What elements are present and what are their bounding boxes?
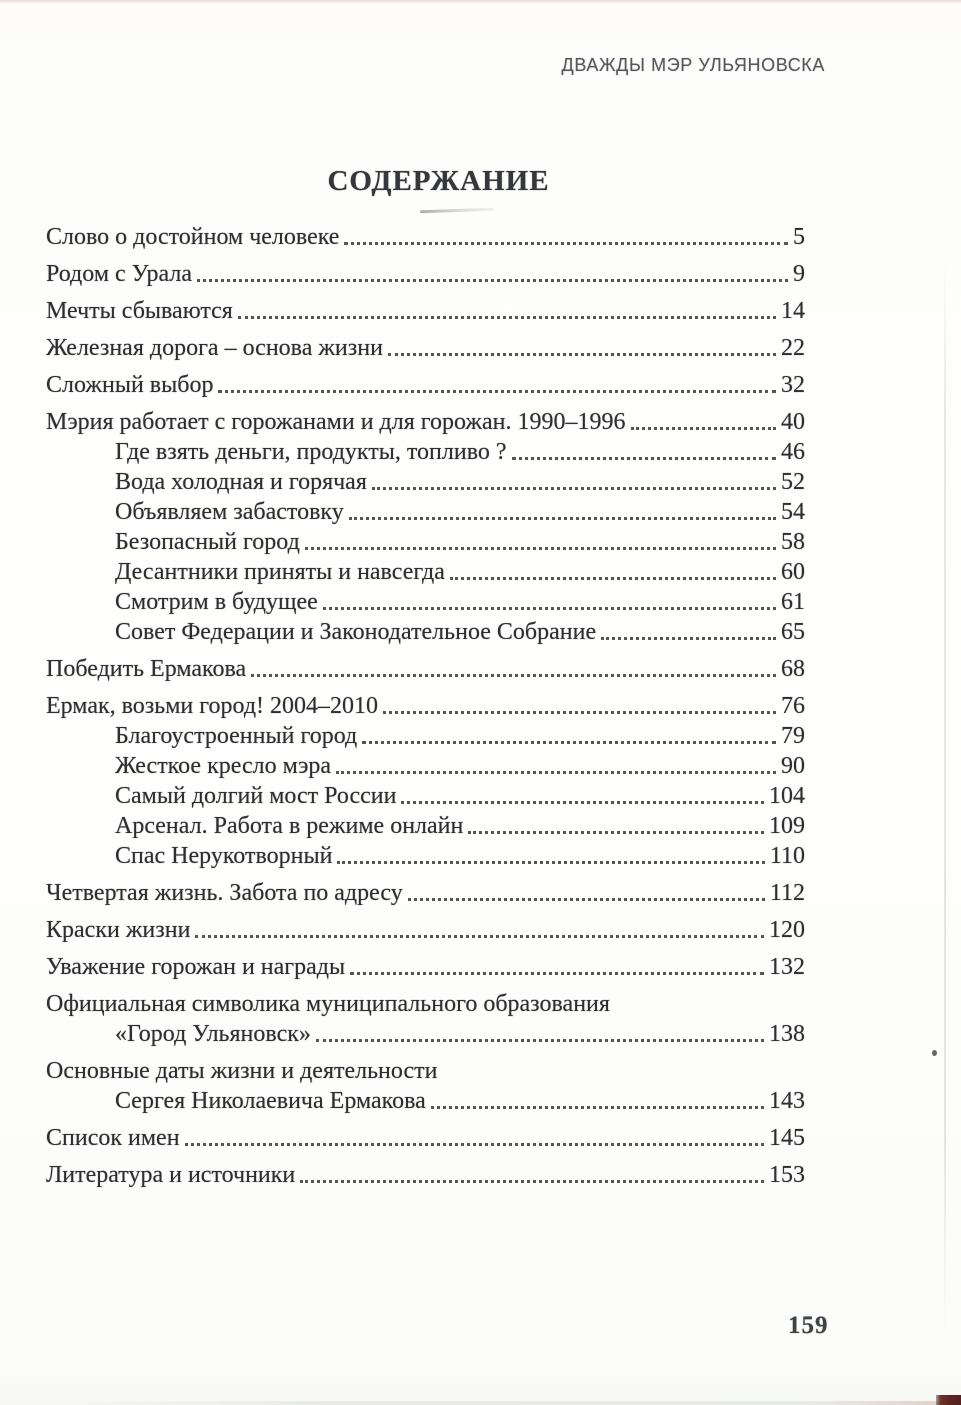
- toc-entry: [46, 335, 805, 361]
- toc-entry-label: Победить Ермакова: [46, 656, 247, 682]
- toc-list: [46, 224, 805, 1188]
- toc-entry-page: 54: [781, 499, 805, 525]
- toc-dot-leader: [362, 741, 776, 744]
- toc-entry-label: Литература и источники: [46, 1162, 296, 1188]
- toc-entry: [46, 261, 805, 287]
- toc-entry: [46, 954, 805, 980]
- toc-entry: [46, 917, 805, 943]
- toc-entry-page: 22: [781, 335, 805, 361]
- toc-entry: [46, 1125, 805, 1151]
- toc-entry: [46, 409, 805, 435]
- toc-entry-label: Слово о достойном человеке: [46, 224, 340, 250]
- toc-entry-page: 109: [769, 813, 805, 839]
- toc-entry-page: 143: [769, 1088, 805, 1114]
- running-header: ДВАЖДЫ МЭР УЛЬЯНОВСКА: [561, 55, 825, 75]
- toc-entry-label: Мэрия работает с горожанами и для горожан. 1990–1996: [46, 409, 626, 435]
- toc-entry: [46, 589, 805, 615]
- toc-entry: [46, 1058, 805, 1084]
- page-title: СОДЕРЖАНИЕ: [327, 165, 550, 198]
- toc-dot-leader: [238, 316, 776, 319]
- toc-entry-page: 9: [793, 261, 805, 287]
- toc-entry-label: Где взять деньги, продукты, топливо ?: [115, 439, 507, 465]
- toc-entry-label: Вода холодная и горячая: [115, 469, 367, 495]
- toc-entry-label: «Город Ульяновск»: [115, 1021, 311, 1047]
- toc-entry-page: 90: [781, 753, 805, 779]
- toc-entry-page: 76: [781, 693, 805, 719]
- toc-entry-label: Самый долгий мост России: [115, 783, 397, 809]
- toc-entry-label: Мечты сбываются: [46, 298, 233, 324]
- toc-entry-page: 104: [769, 783, 805, 809]
- toc-dot-leader: [344, 242, 788, 245]
- scan-artifact-smudge: [420, 208, 494, 214]
- scan-artifact-speck: [932, 1050, 937, 1056]
- toc-entry-page: 145: [769, 1125, 805, 1151]
- toc-entry-label: Список имен: [46, 1125, 180, 1151]
- toc-entry: [46, 1162, 805, 1188]
- toc-entry-label: Объявляем забастовку: [115, 499, 344, 525]
- toc-entry: [46, 469, 805, 495]
- scan-artifact-top-edge: [0, 0, 961, 4]
- toc-dot-leader: [431, 1106, 764, 1109]
- toc-dot-leader: [383, 711, 776, 714]
- toc-entry-page: 120: [769, 917, 805, 943]
- toc-entry-label: Ермак, возьми город! 2004–2010: [46, 693, 379, 719]
- toc-entry-label: Официальная символика муниципального образования: [46, 991, 610, 1017]
- toc-dot-leader: [631, 427, 776, 430]
- scan-artifact-bottom-edge: [60, 1401, 940, 1405]
- toc-entry-label: Краски жизни: [46, 917, 191, 943]
- toc-dot-leader: [197, 279, 788, 282]
- toc-entry-label: Сложный выбор: [46, 372, 214, 398]
- scan-artifact-corner-mark: [936, 1395, 961, 1405]
- folio-page-number: 159: [788, 1312, 829, 1339]
- toc-dot-leader: [349, 517, 776, 520]
- toc-entry: [46, 499, 805, 525]
- toc-entry: [46, 439, 805, 465]
- toc-entry-page: 112: [769, 880, 805, 906]
- toc-dot-leader: [350, 972, 764, 975]
- toc-dot-leader: [195, 935, 764, 938]
- toc-dot-leader: [336, 771, 776, 774]
- toc-entry-label: Родом с Урала: [46, 261, 193, 287]
- toc-entry-page: 138: [769, 1021, 805, 1047]
- toc-entry-page: 58: [781, 529, 805, 555]
- toc-dot-leader: [372, 487, 776, 490]
- toc-entry: [46, 813, 805, 839]
- toc-entry-page: 153: [769, 1162, 805, 1188]
- toc-entry: [46, 693, 805, 719]
- toc-entry-label: Арсенал. Работа в режиме онлайн: [115, 813, 464, 839]
- toc-entry: [46, 1088, 805, 1114]
- toc-entry-label: Четвертая жизнь. Забота по адресу: [46, 880, 403, 906]
- toc-dot-leader: [305, 547, 776, 550]
- toc-dot-leader: [408, 898, 765, 901]
- toc-entry: [46, 372, 805, 398]
- toc-entry-label: Сергея Николаевича Ермакова: [115, 1088, 426, 1114]
- toc-dot-leader: [251, 674, 776, 677]
- toc-dot-leader: [323, 607, 776, 610]
- toc-entry-page: 110: [769, 843, 805, 869]
- toc-entry: [46, 723, 805, 749]
- toc-dot-leader: [512, 457, 776, 460]
- toc-entry-page: 61: [781, 589, 805, 615]
- toc-dot-leader: [450, 577, 776, 580]
- toc-entry: [46, 224, 805, 250]
- toc-dot-leader: [401, 801, 764, 804]
- toc-entry-page: 32: [781, 372, 805, 398]
- toc-dot-leader: [300, 1180, 764, 1183]
- toc-dot-leader: [468, 831, 764, 834]
- toc-entry: [46, 1021, 805, 1047]
- toc-entry: [46, 843, 805, 869]
- toc-entry-page: 52: [781, 469, 805, 495]
- toc-dot-leader: [337, 861, 764, 864]
- toc-entry: [46, 783, 805, 809]
- toc-entry-page: 60: [781, 559, 805, 585]
- toc-entry: [46, 880, 805, 906]
- toc-dot-leader: [185, 1143, 764, 1146]
- scan-artifact-page-edge-shadow: [944, 260, 946, 1340]
- toc-entry: [46, 656, 805, 682]
- toc-entry-label: Уважение горожан и награды: [46, 954, 346, 980]
- toc-dot-leader: [388, 353, 776, 356]
- toc-entry-page: 65: [781, 619, 805, 645]
- toc-dot-leader: [218, 390, 776, 393]
- toc-entry-page: 46: [781, 439, 805, 465]
- toc-entry: [46, 298, 805, 324]
- toc-entry-page: 5: [793, 224, 805, 250]
- toc-entry-label: Железная дорога – основа жизни: [46, 335, 383, 361]
- toc-entry-page: 68: [781, 656, 805, 682]
- toc-entry-page: 132: [769, 954, 805, 980]
- toc-entry-label: Смотрим в будущее: [115, 589, 318, 615]
- toc-entry: [46, 991, 805, 1017]
- toc-entry: [46, 529, 805, 555]
- toc-dot-leader: [601, 637, 776, 640]
- toc-dot-leader: [316, 1039, 764, 1042]
- toc-entry: [46, 559, 805, 585]
- toc-entry-page: 79: [781, 723, 805, 749]
- toc-entry-page: 14: [781, 298, 805, 324]
- toc-entry-label: Совет Федерации и Законодательное Собрание: [115, 619, 597, 645]
- toc-entry-page: 40: [781, 409, 805, 435]
- toc-entry: [46, 619, 805, 645]
- toc-entry-label: Основные даты жизни и деятельности: [46, 1058, 438, 1084]
- toc-entry-label: Десантники приняты и навсегда: [115, 559, 445, 585]
- toc-entry: [46, 753, 805, 779]
- toc-entry-label: Спас Нерукотворный: [115, 843, 333, 869]
- toc-entry-label: Жесткое кресло мэра: [115, 753, 332, 779]
- toc-entry-label: Безопасный город: [115, 529, 300, 555]
- toc-entry-label: Благоустроенный город: [115, 723, 358, 749]
